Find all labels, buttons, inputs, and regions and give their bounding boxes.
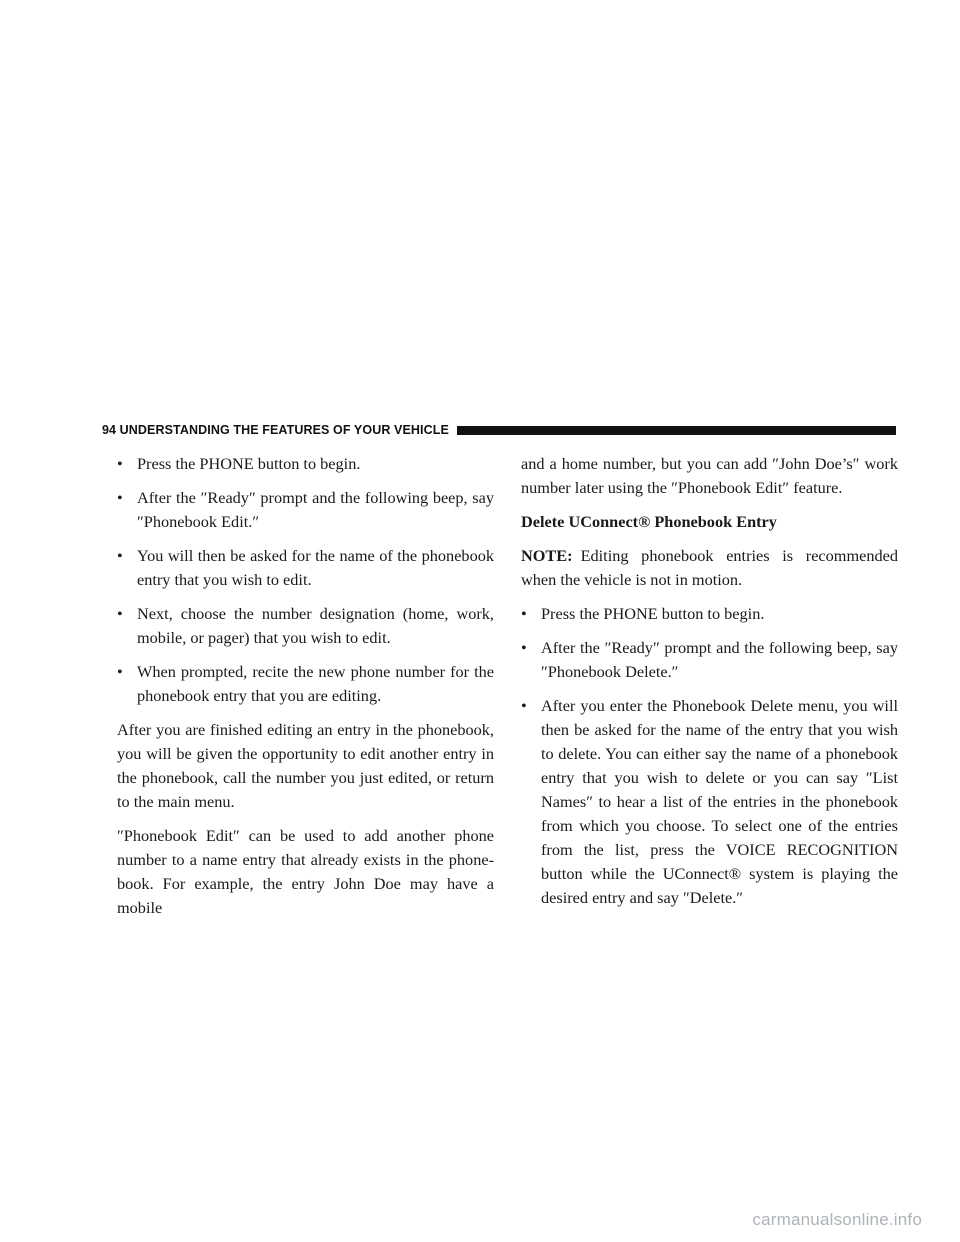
list-item-text: After the ″Ready″ prompt and the following beep, say ″Phonebook Delete.″ <box>541 638 898 681</box>
list-item-text: Press the PHONE button to begin. <box>541 604 765 623</box>
bullet-icon: • <box>117 662 123 681</box>
list-item-text: When prompted, recite the new phone number for the phonebook entry that you are editing. <box>137 662 494 705</box>
bullet-icon: • <box>117 604 123 623</box>
list-item-text: Press the PHONE button to begin. <box>137 454 361 473</box>
right-column <box>521 452 898 920</box>
bullet-icon: • <box>117 546 123 565</box>
list-item-text: Next, choose the number designation (home, work, mobile, or pager) that you wish to edit. <box>137 604 494 647</box>
body-paragraph: ″Phonebook Edit″ can be used to add another phone number to a name entry that already exists in the phone-book. For example, the entry John Doe may have a mobile <box>117 826 494 917</box>
bullet-icon: • <box>521 638 527 657</box>
continuation-paragraph: and a home number, but you can add ″John Doe’s″ work number later using the ″Phonebook Edit″ feature. <box>521 454 898 497</box>
list-item <box>117 452 494 476</box>
left-column <box>117 452 494 930</box>
list-item-text: You will then be asked for the name of the phonebook entry that you wish to edit. <box>137 546 494 589</box>
list-item <box>521 694 898 910</box>
page-header-title: 94 UNDERSTANDING THE FEATURES OF YOUR VEHICLE <box>102 423 449 437</box>
bullet-icon: • <box>117 454 123 473</box>
list-item <box>117 544 494 592</box>
bullet-icon: • <box>117 488 123 507</box>
list-item-text: After the ″Ready″ prompt and the following beep, say ″Phonebook Edit.″ <box>137 488 494 531</box>
list-item <box>117 486 494 534</box>
note-text: Editing phonebook entries is recommended when the vehicle is not in motion. <box>521 546 898 589</box>
page-header <box>102 421 896 439</box>
list-item-text: After you enter the Phonebook Delete menu, you will then be asked for the name of the entry that you wish to delete. You can either say the name of a phonebook entry that you wish to delete or you can say ″List Names″ to hear a list of the entries in the phonebook from which you choose. To select one of the entries from the list, press the VOICE RECOGNITION button while the UConnect® system is playing the desired entry and say ″Delete.″ <box>541 696 898 907</box>
list-item <box>117 660 494 708</box>
note-paragraph <box>521 544 898 592</box>
bullet-icon: • <box>521 696 527 715</box>
list-item <box>521 602 898 626</box>
body-paragraph: After you are finished editing an entry in the phonebook, you will be given the opportunity to edit another entry in the phonebook, call the number you just edited, or return to the main menu. <box>117 720 494 811</box>
section-heading: Delete UConnect® Phonebook Entry <box>521 512 777 531</box>
watermark-text: carmanualsonline.info <box>752 1210 922 1229</box>
bullet-icon: • <box>521 604 527 623</box>
list-item <box>521 636 898 684</box>
header-rule <box>457 426 896 435</box>
note-label: NOTE: <box>521 546 573 565</box>
list-item <box>117 602 494 650</box>
